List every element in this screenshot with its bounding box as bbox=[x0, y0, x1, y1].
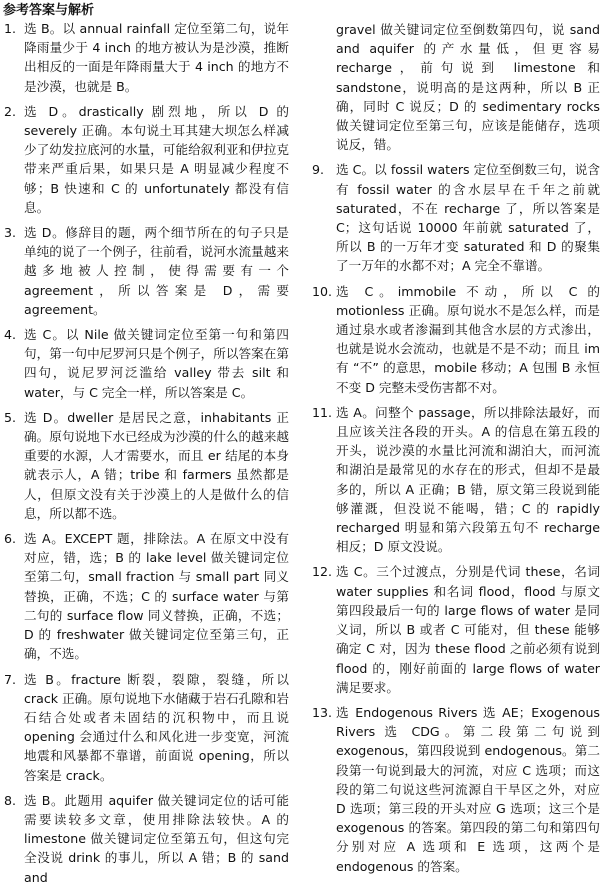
item-text: 选 A。问整个 passage，所以排除法最好，而且应该关注各段的开头。A 的信息在第五段的开头，说沙漠的水量比河流和湖泊大，而河流和湖泊是最常见的水存在的形式，但却不是最多的，所以 A 正确；B 错，原文第三段说到能够灌溉，但没说不能喝，错；C 的 rapidly recharged 明显和第六段第五句不 recharge 相反；D 原文没说。 bbox=[336, 404, 600, 555]
item-number: 9. bbox=[312, 162, 325, 178]
item-text: 选 D。修辞目的题，两个细节所在的句子只是单纯的说了一个例子，往前看，说河水流量越来越多地被人控制，使得需要有一个agreement，所以答案是 D，需要 agreement。 bbox=[24, 225, 289, 317]
item-number: 3. bbox=[4, 225, 17, 241]
item-number: 11. bbox=[312, 404, 333, 420]
answer-item bbox=[312, 282, 600, 397]
item-number: 5. bbox=[4, 409, 17, 425]
right-column bbox=[312, 20, 600, 882]
item-text: 选 B。以 annual rainfall 定位至第二句，说年降雨量少于 4 inch 的地方被认为是沙漠，推断出相反的一面是年降雨量大于 4 inch 的地方不是沙漠，也就是 B。 bbox=[24, 21, 289, 94]
item-text: 选 C。以 fossil waters 定位至倒数三句，说含有 fossil water 的含水层早在千年之前就 saturated，不在 recharge 了，所以答案是 C；这句话说 10000 年前就 saturated 了，所以 B 的一万年才变 saturated 和 D 的聚集了一万年的水都不对；A 完全不靠谱。 bbox=[336, 162, 600, 274]
item-text: 选 D。dweller 是居民之意，inhabitants 正确。原句说地下水已经成为沙漠的什么的越来越重要的水源，人才需要水，而且 er 结尾的本身就表示人，A 错；tribe 和 farmers 虽然都是人，但原文没有关于沙漠上的人是做什么的信息，所以都不选。 bbox=[24, 409, 289, 521]
left-column bbox=[4, 19, 289, 893]
item-number: 6. bbox=[4, 531, 17, 547]
answer-item bbox=[312, 562, 600, 696]
answer-item bbox=[4, 223, 289, 319]
item-number: 7. bbox=[4, 671, 17, 687]
item-number: 1. bbox=[4, 21, 17, 36]
item-text: 选 C。以 Nile 做关键词定位至第一句和第四句，第一句中尼罗河只是个例子，所以答案在第四句，说尼罗河泛滥给 valley 带去 silt 和 water，与 C 完全一样，所以答案是 C。 bbox=[24, 327, 289, 400]
item-text: 选 A。EXCEPT 题，排除法。A 在原文中没有对应，错，选；B 的 lake level 做关键词定位至第二句，small fraction 与 small part 同义替换，正确，不选；C 的 surface water 与第二句的 surface flow 同义替换，正确，不选；D 的 freshwater 做关键词定位至第三句，正确，不选。 bbox=[24, 531, 289, 662]
answer-item bbox=[4, 670, 289, 785]
item-number: 10. bbox=[312, 283, 333, 299]
answer-item bbox=[4, 791, 289, 887]
page-title: 参考答案与解析 bbox=[3, 3, 95, 18]
item-text: 选 B。fracture 断裂，裂隙，裂缝，所以 crack 正确。原句说地下水储藏于岩石孔隙和岩石结合处或者未固结的沉积物中，而且说 opening 会通过什么和风化进一步变宽，河流地震和风暴都不靠谱，前面说 opening，所以答案是 crack。 bbox=[24, 671, 289, 783]
item-text: gravel 做关键词定位至倒数第四句，说 sand and aquifer 的产水量低，但更容易 recharge，前句说到 limestone 和 sandstone，说明高的是这两种，所以 B 正确，同时 C 说反；D 的 sedimentary rocks 做关键词定位至第三句，应该是能储存，选项说反，错。 bbox=[336, 22, 600, 153]
answer-item bbox=[4, 19, 289, 96]
item-text: 选 C。三个过渡点，分别是代词 these，名词 water supplies 和名词 flood，flood 与原文第四段最后一句的 large flows of water 是同义词，所以 B 或者 C 可能对，但 these 能够确定 C 对，因为 these flood 之前必须有说到 flood 的，刚好前面的 large flows of water 满足要求。 bbox=[336, 564, 600, 695]
answer-item bbox=[4, 325, 289, 402]
answer-item-continuation bbox=[312, 20, 600, 154]
answer-item bbox=[312, 160, 600, 275]
item-number: 2. bbox=[4, 103, 17, 119]
item-text: 选 Endogenous Rivers 选 AE；Exogenous Rivers 选 CDG。第二段第二句说到 exogenous，第四段说到 endogenous。第二段第一句说到最大的河流，对应 C 选项；而这段的第二句说这些河流源自干旱区之外，对应 D 选项；第三段的开头对应 G 选项；这三个是 exogenous 的答案。第四段的第二句和第四句分别对应 A 选项和 E 选项，这两个是 endogenous 的答案。 bbox=[336, 704, 600, 874]
answer-item bbox=[312, 403, 600, 557]
answer-item bbox=[4, 102, 289, 217]
item-text: 选 D。drastically 剧烈地，所以 D 的 severely 正确。本句说土耳其建大坝怎么样减少了幼发拉底河的水量，可能给叙利亚和伊拉克带来严重后果，如果只是 A 明显减少程度不够；B 快速和 C 的 unfortunately 都没有信息。 bbox=[24, 103, 289, 215]
item-text: 选 C。immobile 不动，所以 C 的 motionless 正确。原句说水不是怎么样，而是通过泉水或者渗漏到其他含水层的方式渗出，也就是说水会流动，也就是不是不动；而且 im 有 “不” 的意思，mobile 移动；A 包围 B 永恒不变 D 完整未受伤害都不对。 bbox=[336, 283, 600, 395]
item-number: 13. bbox=[312, 704, 333, 720]
item-number: 12. bbox=[312, 564, 333, 580]
item-number: 8. bbox=[4, 792, 17, 808]
answer-item bbox=[4, 408, 289, 523]
answer-item bbox=[312, 703, 600, 876]
answer-item bbox=[4, 529, 289, 663]
item-number: 4. bbox=[4, 327, 17, 343]
item-text: 选 B。此题用 aquifer 做关键词定位的话可能需要读较多文章，使用排除法较快。A 的 limestone 做关键词定位至第五句，但这句完全没说 drink 的事儿，所以 A 错；B 的 sand and bbox=[24, 792, 289, 885]
